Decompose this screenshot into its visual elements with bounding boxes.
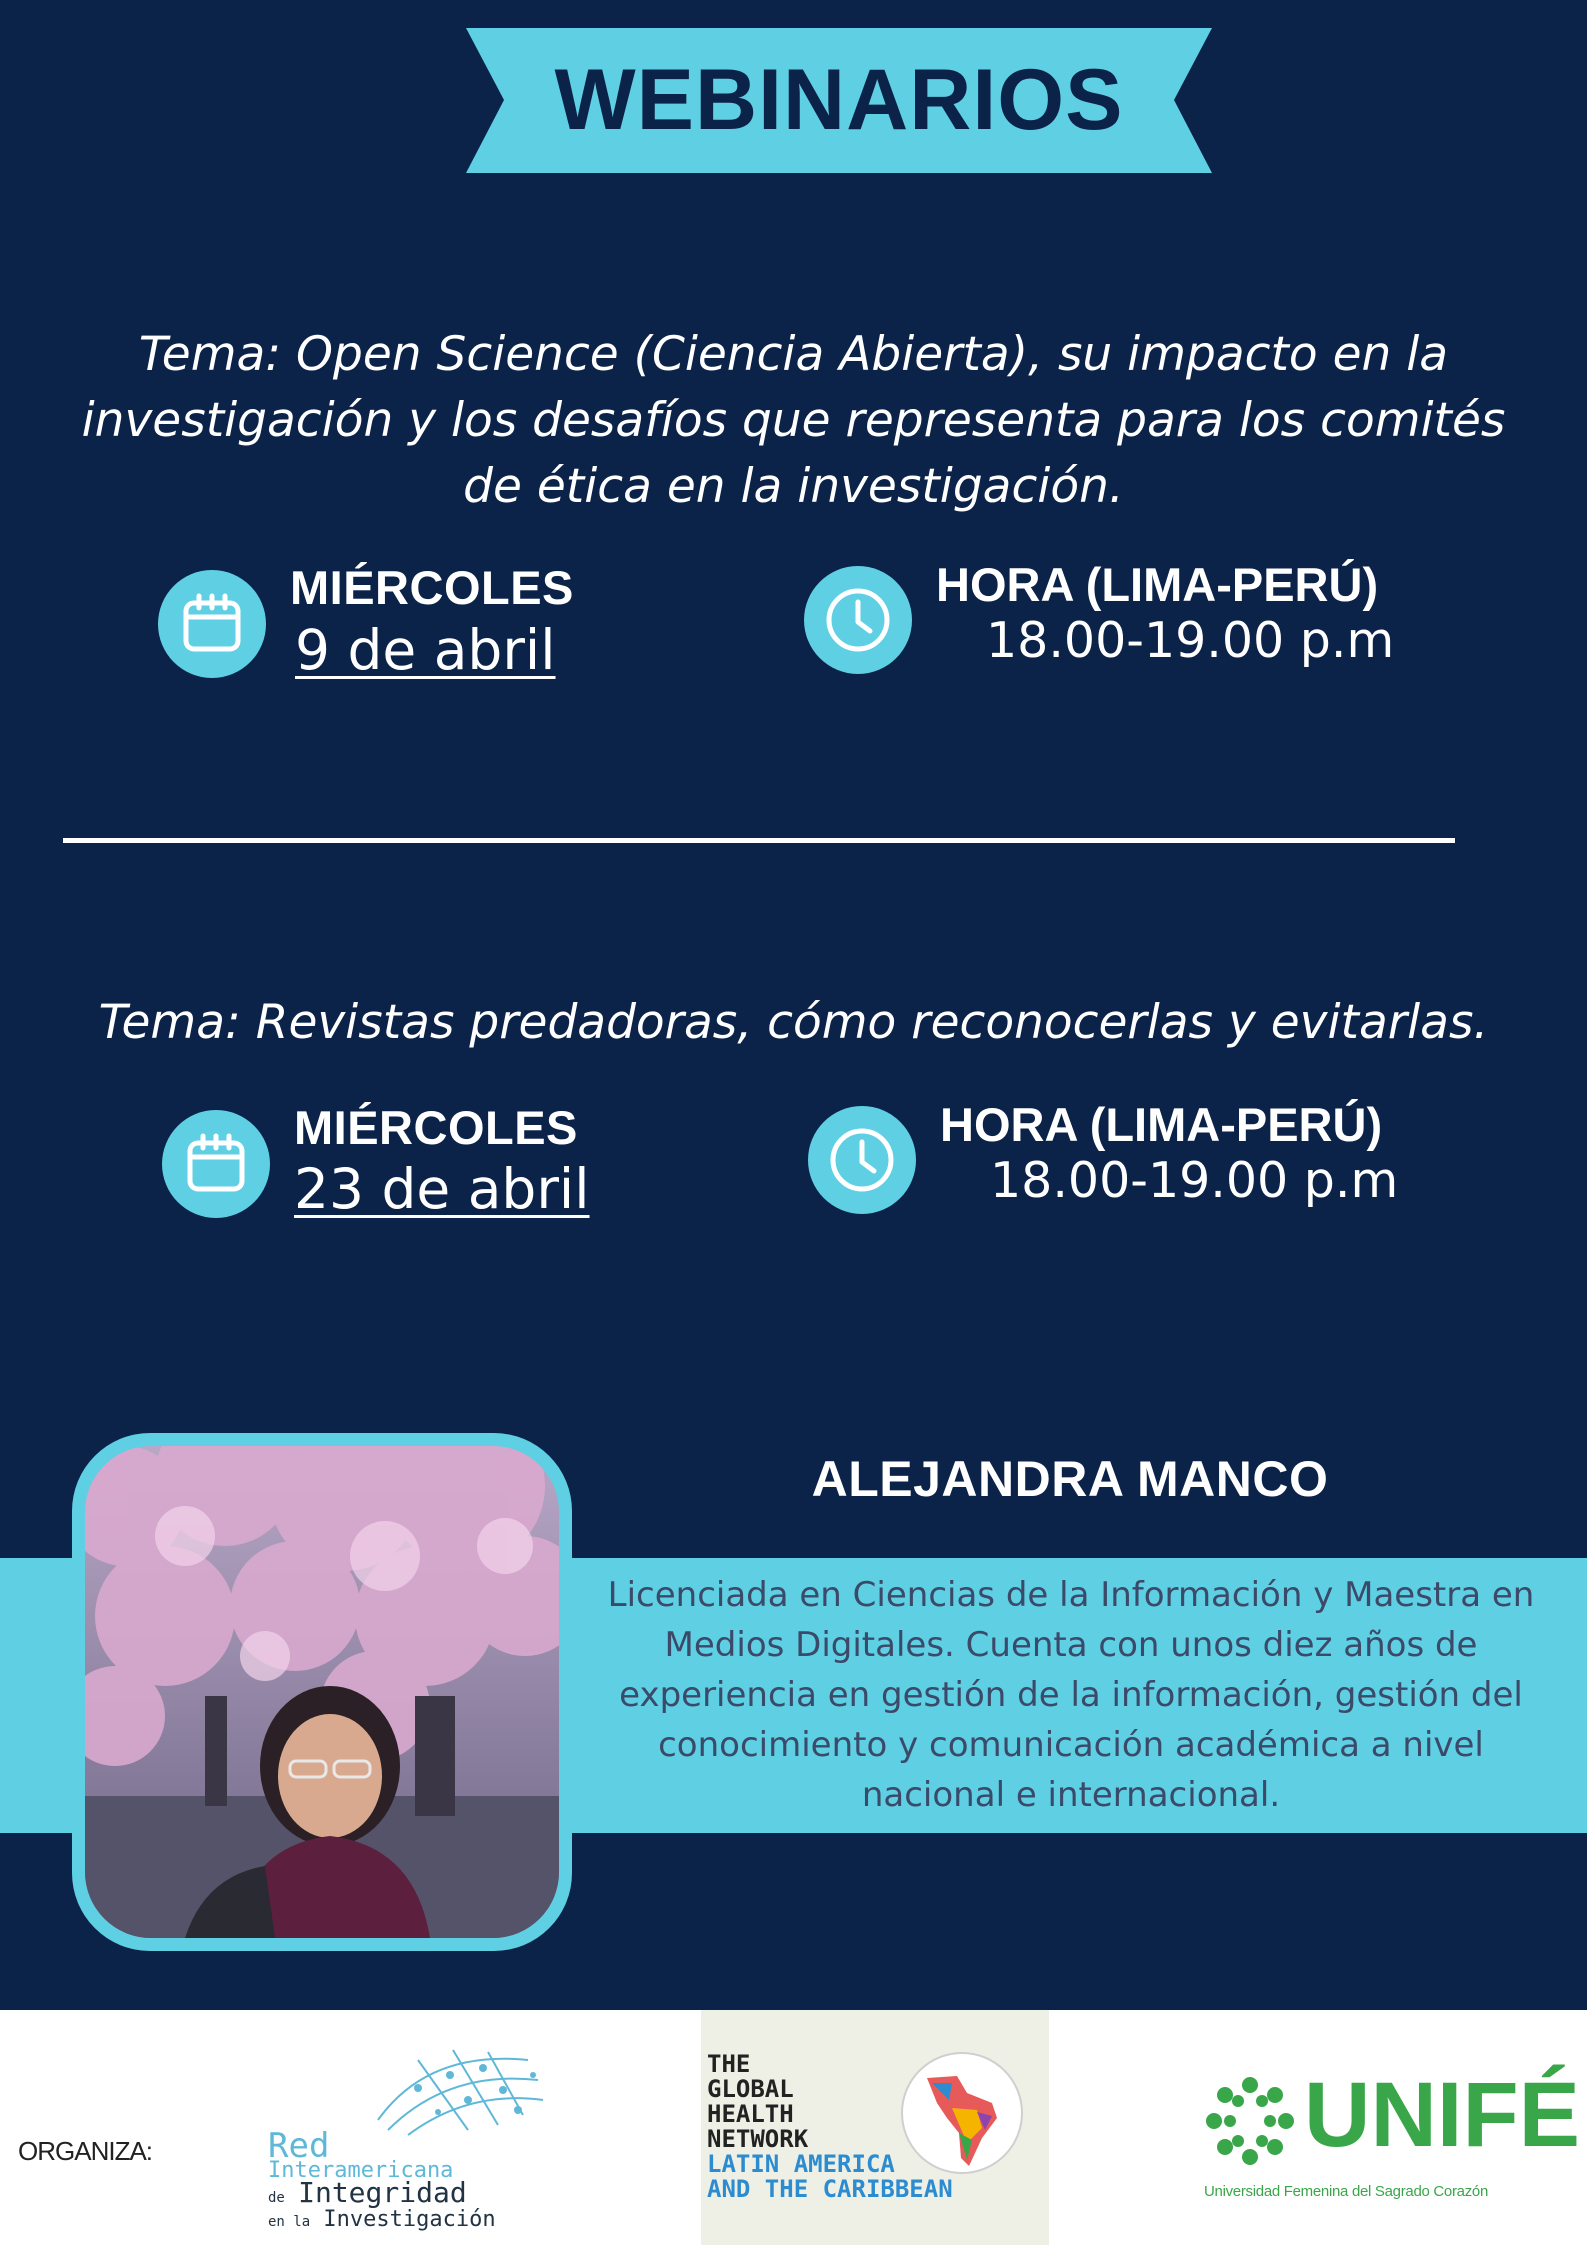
red-logo-line4 xyxy=(268,2209,496,2233)
title-banner xyxy=(466,28,1212,173)
session-1-date: 9 de abril xyxy=(295,618,556,682)
session-2-time-value: 18.00-19.00 p.m xyxy=(990,1152,1399,1209)
session-2-date: 23 de abril xyxy=(294,1157,590,1221)
session-1-time-label: HORA (LIMA-PERÚ) xyxy=(936,558,1379,611)
unife-name: UNIFÉ xyxy=(1304,2064,1580,2166)
red-logo-line4-prefix: en la xyxy=(268,2214,311,2230)
ghn-line3: HEALTH xyxy=(707,2100,794,2128)
organiza-label: ORGANIZA: xyxy=(18,2136,153,2166)
session-2-day: MIÉRCOLES xyxy=(294,1101,578,1154)
topic-line: Tema: Revistas predadoras, cómo reconocerlas y evitarlas. xyxy=(98,995,1489,1050)
globe-network-icon xyxy=(358,2040,558,2140)
red-logo-line2: Interamericana xyxy=(268,2158,454,2183)
speaker-name: ALEJANDRA MANCO xyxy=(811,1451,1329,1507)
global-health-network-logo xyxy=(701,2010,1049,2245)
red-logo-line1: Red xyxy=(268,2126,330,2166)
unife-logo xyxy=(1200,2064,1580,2215)
session-1-topic xyxy=(60,322,1527,520)
session-1-day: MIÉRCOLES xyxy=(290,561,574,614)
red-logo-line3-main: Integridad xyxy=(298,2176,467,2209)
unife-emblem-icon xyxy=(1200,2071,1300,2171)
bio-line: nacional e internacional. xyxy=(861,1775,1281,1815)
topic-line: investigación y los desafíos que representa para los comités xyxy=(81,393,1506,448)
session-1-time-value: 18.00-19.00 p.m xyxy=(986,612,1395,669)
bio-line: Licenciada en Ciencias de la Información y Maestra en xyxy=(607,1575,1535,1615)
banner-title: WEBINARIOS xyxy=(554,52,1124,148)
session-2-time-label: HORA (LIMA-PERÚ) xyxy=(940,1098,1383,1151)
speaker-bio xyxy=(606,1570,1536,1820)
ghn-line1: THE xyxy=(707,2050,751,2078)
speaker-photo xyxy=(85,1446,559,1938)
bio-line: conocimiento y comunicación académica a nivel xyxy=(658,1725,1484,1765)
clock-icon xyxy=(804,566,912,674)
bio-line: Medios Digitales. Cuenta con unos diez años de xyxy=(664,1625,1478,1665)
topic-line: de ética en la investigación. xyxy=(463,459,1124,514)
red-logo-line4-main: Investigación xyxy=(323,2207,496,2232)
ghn-line5: LATIN AMERICA xyxy=(707,2150,895,2178)
clock-icon xyxy=(808,1106,916,1214)
red-logo-line3-prefix: de xyxy=(268,2190,285,2206)
ghn-line4: NETWORK xyxy=(707,2125,809,2153)
calendar-icon xyxy=(162,1110,270,1218)
topic-line: Tema: Open Science (Ciencia Abierta), su impacto en la xyxy=(138,327,1449,382)
ghn-line6: AND THE CARIBBEAN xyxy=(707,2175,953,2203)
section-divider xyxy=(63,838,1455,843)
ghn-line2: GLOBAL xyxy=(707,2075,794,2103)
red-interamericana-logo xyxy=(268,2040,588,2230)
latin-america-map-icon xyxy=(897,2048,1027,2178)
session-2-topic xyxy=(60,990,1527,1056)
red-logo-line3 xyxy=(268,2176,496,2209)
calendar-icon xyxy=(158,570,266,678)
unife-subtitle: Universidad Femenina del Sagrado Corazón xyxy=(1204,2183,1489,2200)
bio-line: experiencia en gestión de la información, gestión del xyxy=(619,1675,1523,1715)
